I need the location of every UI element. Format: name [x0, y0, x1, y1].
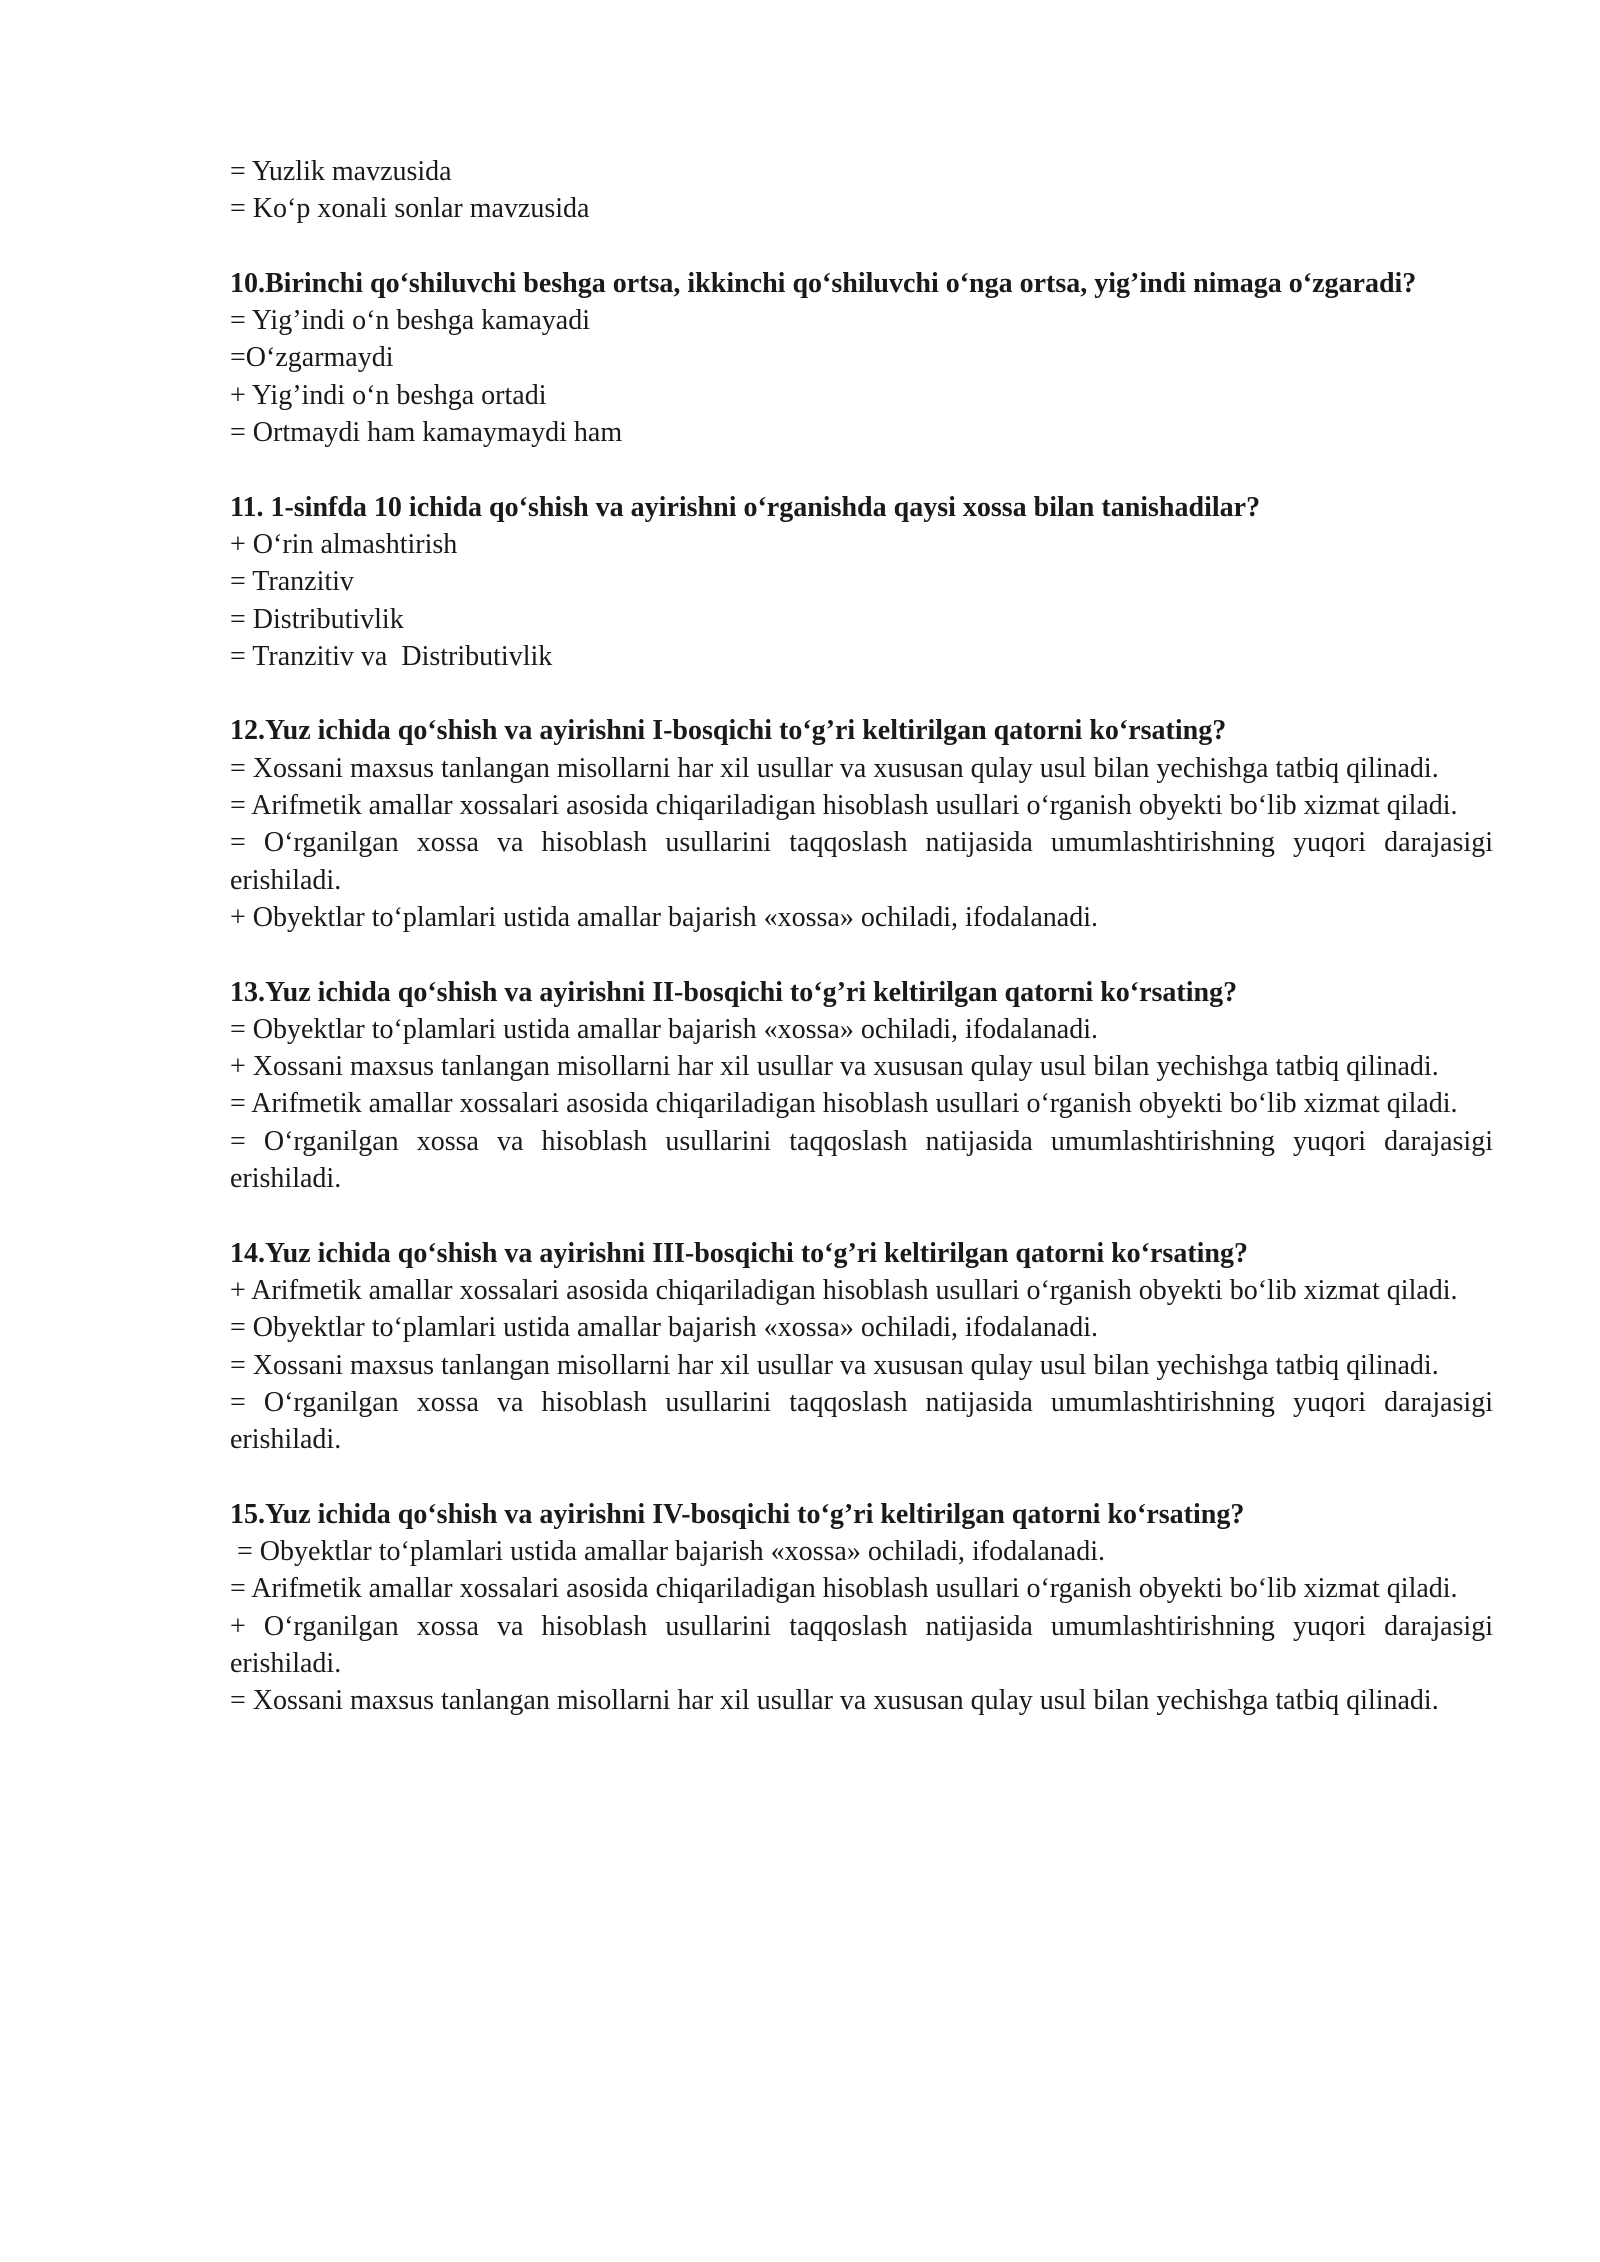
document-body	[230, 153, 1500, 1719]
answer-option: + O‘rin almashtirish	[230, 528, 458, 560]
question-block	[230, 1496, 1500, 1720]
question-block	[230, 1235, 1500, 1459]
answer-option: = O‘rganilgan xossa va hisoblash usullarini taqqoslash natijasida umumlashtirishning yuqori darajasigi erishiladi.	[230, 1386, 1500, 1456]
answer-option: = Xossani maxsus tanlangan misollarni har xil usullar va xususan qulay usul bilan yechishga tatbiq qilinadi.	[230, 1685, 1439, 1717]
question-list	[230, 265, 1500, 1720]
answer-option: = Arifmetik amallar xossalari asosida chiqariladigan hisoblash usullari o‘rganish obyekti bo‘lib xizmat qiladi.	[230, 1573, 1458, 1605]
answer-option: = Xossani maxsus tanlangan misollarni har xil usullar va xususan qulay usul bilan yechishga tatbiq qilinadi.	[230, 752, 1439, 784]
answer-option: = Obyektlar to‘plamlari ustida amallar bajarish «xossa» ochiladi, ifodalanadi.	[230, 1312, 1098, 1344]
question-text: 10.Birinchi qo‘shiluvchi beshga ortsa, ikkinchi qo‘shiluvchi o‘nga ortsa, yig’indi nimaga o‘zgaradi?	[230, 267, 1417, 299]
answer-option: = Tranzitiv va Distributivlik	[230, 640, 553, 672]
question-text: 11. 1-sinfda 10 ichida qo‘shish va ayirishni o‘rganishda qaysi xossa bilan tanishadilar?	[230, 491, 1261, 523]
question-block	[230, 974, 1500, 1198]
question-block	[230, 712, 1500, 936]
answer-option: = Arifmetik amallar xossalari asosida chiqariladigan hisoblash usullari o‘rganish obyekti bo‘lib xizmat qiladi.	[230, 790, 1458, 822]
question-block	[230, 489, 1493, 675]
answer-option: = O‘rganilgan xossa va hisoblash usullarini taqqoslash natijasida umumlashtirishning yuqori darajasigi erishiladi.	[230, 1125, 1500, 1195]
answer-option: = Ko‘p xonali sonlar mavzusida	[230, 193, 590, 225]
question-text: 13.Yuz ichida qo‘shish va ayirishni II-bosqichi to‘g’ri keltirilgan qatorni ko‘rsating?	[230, 976, 1238, 1008]
question-text: 12.Yuz ichida qo‘shish va ayirishni I-bosqichi to‘g’ri keltirilgan qatorni ko‘rsating?	[230, 715, 1227, 747]
question-text: 14.Yuz ichida qo‘shish va ayirishni III-bosqichi to‘g’ri keltirilgan qatorni ko‘rsating?	[230, 1237, 1249, 1269]
answer-option: + Yig’indi o‘n beshga ortadi	[230, 379, 547, 411]
answer-option: + Xossani maxsus tanlangan misollarni har xil usullar va xususan qulay usul bilan yechishga tatbiq qilinadi.	[230, 1051, 1439, 1083]
answer-option: = Obyektlar to‘plamlari ustida amallar bajarish «xossa» ochiladi, ifodalanadi.	[230, 1013, 1098, 1045]
answer-option: = O‘rganilgan xossa va hisoblash usullarini taqqoslash natijasida umumlashtirishning yuqori darajasigi erishiladi.	[230, 827, 1500, 896]
answer-option: = Yig’indi o‘n beshga kamayadi	[230, 305, 591, 337]
answer-option: + Arifmetik amallar xossalari asosida chiqariladigan hisoblash usullari o‘rganish obyekti bo‘lib xizmat qiladi.	[230, 1274, 1458, 1306]
answer-option: = Ortmaydi ham kamaymaydi ham	[230, 417, 623, 449]
answer-option: = Arifmetik amallar xossalari asosida chiqariladigan hisoblash usullari o‘rganish obyekti bo‘lib xizmat qiladi.	[230, 1088, 1458, 1120]
answer-option: =O‘zgarmaydi	[230, 342, 394, 374]
question-text: 15.Yuz ichida qo‘shish va ayirishni IV-bosqichi to‘g’ri keltirilgan qatorni ko‘rsating?	[230, 1498, 1245, 1530]
answer-option: + Obyektlar to‘plamlari ustida amallar bajarish «xossa» ochiladi, ifodalanadi.	[230, 901, 1098, 933]
answer-option: = Xossani maxsus tanlangan misollarni har xil usullar va xususan qulay usul bilan yechishga tatbiq qilinadi.	[230, 1349, 1439, 1381]
answer-option: = Tranzitiv	[230, 566, 354, 598]
answer-option: = Obyektlar to‘plamlari ustida amallar bajarish «xossa» ochiladi, ifodalanadi.	[230, 1535, 1105, 1567]
lead-options	[230, 153, 1493, 228]
question-block	[230, 265, 1493, 451]
answer-option: + O‘rganilgan xossa va hisoblash usullarini taqqoslash natijasida umumlashtirishning yuqori darajasigi erishiladi.	[230, 1610, 1500, 1679]
answer-option: = Yuzlik mavzusida	[230, 156, 452, 187]
answer-option: = Distributivlik	[230, 603, 404, 635]
